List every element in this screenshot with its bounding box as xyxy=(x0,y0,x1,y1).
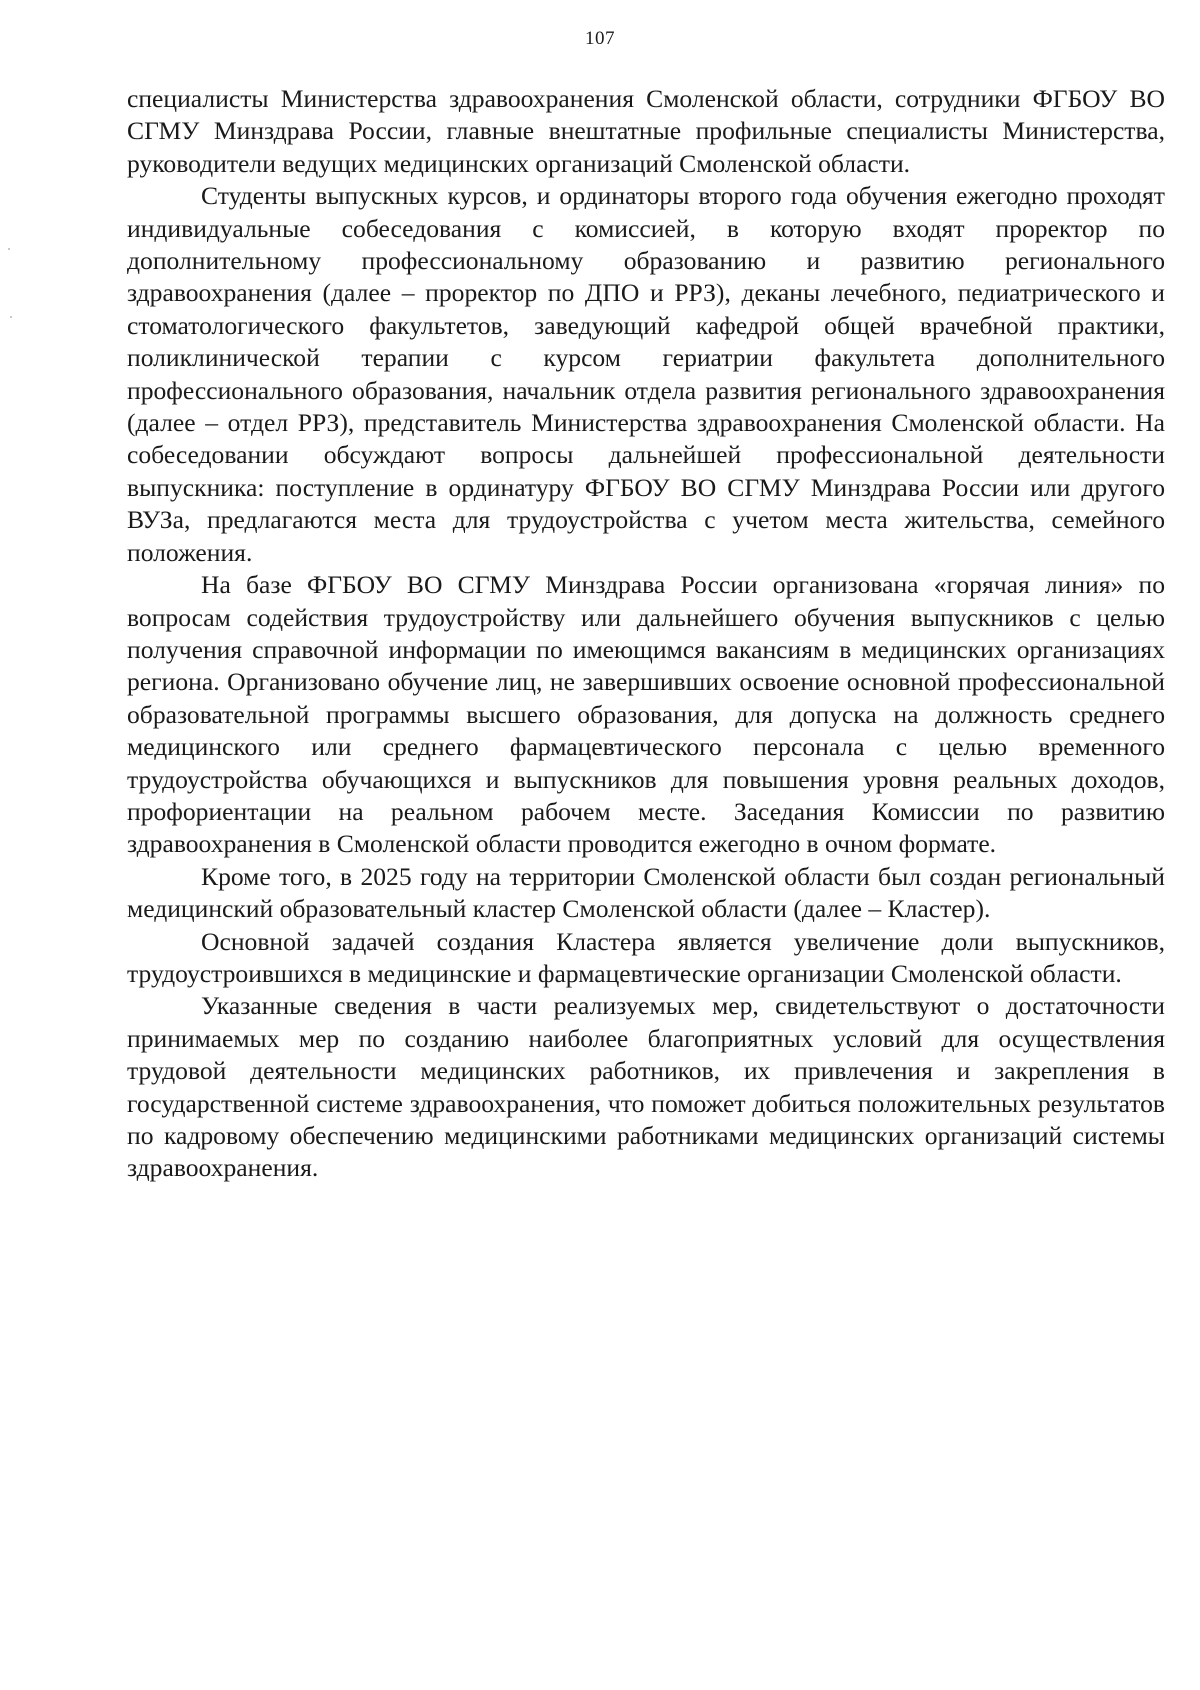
document-body xyxy=(127,83,1165,1185)
paragraph-conclusion: Указанные сведения в части реализуемых мер, свидетельствуют о достаточности принимаемых мер по созданию наиболее благоприятных условий для осуществления трудовой деятельности медицинских работников, их привлечения и закрепления в государственной системе здравоохранения, что поможет добиться положительных результатов по кадровому обеспечению медицинскими работниками медицинских организаций системы здравоохранения. xyxy=(127,991,1165,1183)
paragraph-continued: специалисты Министерства здравоохранения Смоленской области, сотрудники ФГБОУ ВО СГМУ Минздрава России, главные внештатные профильные специалисты Министерства, руководители ведущих медицинских организаций Смоленской области. xyxy=(127,84,1165,178)
paragraph-cluster: Кроме того, в 2025 году на территории Смоленской области был создан региональный медицинский образовательный кластер Смоленской области (далее – Кластер). xyxy=(127,861,1165,924)
scan-speck xyxy=(8,248,10,250)
page-number: 107 xyxy=(585,28,615,49)
paragraph-interviews: Студенты выпускных курсов, и ординаторы второго года обучения ежегодно проходят индивидуальные собеседования с комиссией, в которую входят проректор по дополнительному профессиональному образованию и развитию регионального здравоохранения (далее – проректор по ДПО и РРЗ), деканы лечебного, педиатрического и стоматологического факультетов, заведующий кафедрой общей врачебной практики, поликлинической терапии с курсом гериатрии факультета дополнительного профессионального образования, начальник отдела развития регионального здравоохранения (далее – отдел РРЗ), представитель Министерства здравоохранения Смоленской области. На собеседовании обсуждают вопросы дальнейшей профессиональной деятельности выпускника: поступление в ординатуру ФГБОУ ВО СГМУ Минздрава России или другого ВУЗа, предлагаются места для трудоустройства с учетом места жительства, семейного положения. xyxy=(127,181,1165,567)
paragraph-hotline: На базе ФГБОУ ВО СГМУ Минздрава России организована «горячая линия» по вопросам содействия трудоустройству или дальнейшего обучения выпускников с целью получения справочной информации по имеющимся вакансиям в медицинских организациях региона. Организовано обучение лиц, не завершивших освоение основной профессиональной образовательной программы высшего образования, для допуска на должность среднего медицинского или среднего фармацевтического персонала с целью временного трудоустройства обучающихся и выпускников для повышения уровня реальных доходов, профориентации на реальном рабочем месте. Заседания Комиссии по развитию здравоохранения в Смоленской области проводится ежегодно в очном формате. xyxy=(127,570,1165,859)
paragraph-cluster-goal: Основной задачей создания Кластера является увеличение доли выпускников, трудоустроившихся в медицинские и фармацевтические организации Смоленской области. xyxy=(127,926,1165,988)
scan-speck xyxy=(10,316,12,318)
